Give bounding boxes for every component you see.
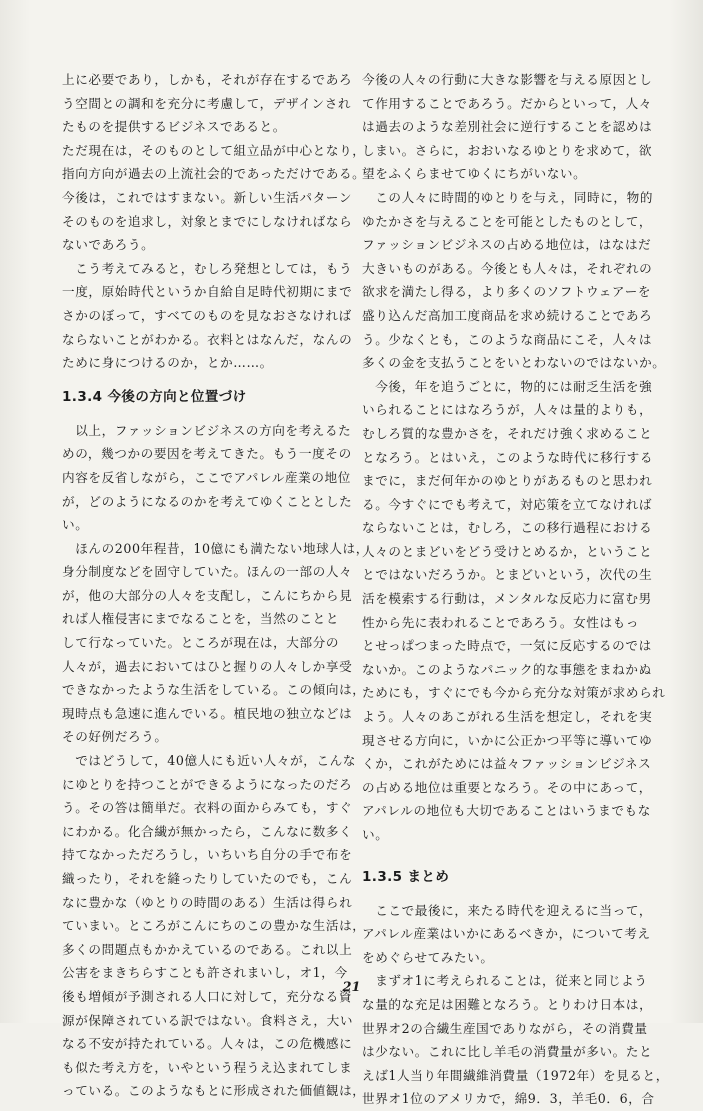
- text-line: 一度，原始時代というか自給自足時代初期にまで: [62, 284, 353, 300]
- text-line: アパレルの地位も大切であることはいうまでもな: [362, 803, 651, 819]
- text-line: 大きいものがある。今後とも人々は，それぞれの: [362, 260, 653, 276]
- text-line: ファッションビジネスの占める地位は，はなはだ: [362, 237, 652, 253]
- text-line: 上に必要であり，しかも，それが存在するであろ: [62, 72, 353, 87]
- text-line: 現させる方向に，いかに公正かつ平等に導いてゆ: [362, 732, 653, 748]
- text-line: むしろ質的な豊かさを，それだけ強く求めること: [362, 425, 653, 441]
- page-number: 21: [342, 980, 361, 995]
- right-text-column: [362, 68, 669, 1111]
- text-line: たものを提供するビジネスであると。: [62, 119, 286, 135]
- text-line: ゆたかさを与えることを可能としたものとして，: [362, 213, 653, 229]
- text-line: 内容を反省しながら，ここでアパレル産業の地位: [62, 469, 351, 485]
- text-line: 後も増傾が予測される人口に対して，充分なる資: [62, 988, 353, 1004]
- text-line: 現時点も急速に進んでいる。植民地の独立などは: [62, 705, 353, 721]
- text-line: その好例だろう。: [62, 729, 168, 745]
- text-line: くか，これがためには益々ファッションビジネス: [362, 756, 652, 772]
- text-line: ただ現在は，そのものとして組立品が中心となり，: [62, 142, 366, 158]
- text-line: して行なっていた。ところが現在は，大部分の: [62, 635, 340, 651]
- text-line: も似た考え方を，いやという程うえ込まれてしま: [62, 1059, 353, 1075]
- text-line: めの，幾つかの要因を考えてきた。もう一度その: [62, 446, 352, 462]
- section-heading: 1.3.4 今後の方向と位置づけ: [62, 388, 247, 405]
- text-line: が，どのようになるのかを考えてゆくこととした: [62, 493, 353, 509]
- text-line: にゆとりを持つことができるようになったのだろ: [62, 776, 353, 792]
- text-line: アパレル産業はいかにあるべきか，について考え: [362, 926, 651, 942]
- text-line: 人々のとまどいをどう受けとめるか，ということ: [362, 543, 653, 559]
- text-line: そのものを追求し，対象とまでにしなければなら: [62, 213, 353, 229]
- text-line: ないか。このようなパニック的な事態をまねかぬ: [362, 661, 652, 677]
- text-line: 多くの問題点もかかえているのである。これ以上: [62, 941, 353, 957]
- text-line: まずオ1に考えられることは，従来と同じよう: [362, 973, 648, 989]
- text-line: いられることにはなろうが，人々は量的よりも，: [362, 402, 653, 418]
- text-line: 性から先に表われることであろう。女性はもっ: [362, 614, 640, 630]
- text-line: 公害をまきちらすことも許されまいし，オ1，今: [62, 965, 348, 981]
- text-line: となろう。とはいえ，このような時代に移行する: [362, 449, 654, 465]
- text-line: までに，まだ何年かのゆとりがあるものと思われ: [362, 473, 653, 489]
- text-line: の占める地位は重要となろう。その中にあって，: [362, 779, 652, 795]
- text-line: 源が保障されている訳ではない。食料さえ，大い: [62, 1012, 354, 1028]
- text-line: う空間との調和を充分に考慮して，デザインされ: [62, 95, 352, 111]
- text-line: 世界オ1位のアメリカで，綿9．3，羊毛0．6，合: [362, 1091, 655, 1107]
- text-line: が，他の大部分の人々を支配し，こんにちから見: [62, 587, 353, 603]
- text-line: 身分制度などを固守していた。ほんの一部の人々: [62, 564, 353, 580]
- text-line: 欲求を満たし得る，より多くのソフトウェアーを: [362, 284, 652, 300]
- text-line: ならないことがわかる。衣料とはなんだ，なんの: [62, 331, 353, 347]
- text-line: とではないだろうか。とまどいという，次代の生: [362, 567, 653, 583]
- text-line: て作用することであろう。だからといって，人々: [362, 95, 653, 111]
- text-line: う。少なくとも，このような商品にこそ，人々は: [362, 331, 653, 347]
- text-line: 人々が，過去においてはひと握りの人々しか享受: [62, 658, 353, 674]
- text-line: できなかったような生活をしている。この傾向は，: [62, 682, 366, 698]
- text-line: なる不安が持たれている。人々は，この危機感に: [62, 1036, 353, 1052]
- text-line: ならないことは，むしろ，この移行過程における: [362, 520, 653, 536]
- text-line: 持てなかっただろうし，いちいち自分の手で布を: [62, 847, 353, 863]
- text-line: 指向方向が過去の上流社会的であっただけである。: [62, 166, 366, 182]
- text-line: 多くの金を支払うことをいとわないのではないか。: [362, 355, 666, 371]
- section-heading: 1.3.5 まとめ: [362, 868, 450, 885]
- text-line: ためにも，すぐにでも今から充分な対策が求められ: [362, 685, 666, 701]
- text-line: こう考えてみると，むしろ発想としては，もう: [62, 260, 353, 276]
- text-line: な量的な充足は困難となろう。とりわけ日本は，: [362, 996, 653, 1012]
- text-line: は少ない。これに比し羊毛の消費量が多い。たと: [362, 1044, 653, 1060]
- text-line: う。その答は簡単だ。衣料の面からみても，すぐ: [62, 800, 353, 816]
- text-line: れば人権侵害にまでなることを，当然のことと: [62, 611, 340, 627]
- text-line: 今後は，これではすまない。新しい生活パターン: [62, 189, 353, 205]
- text-line: とせっぱつまった時点で，一気に反応するのでは: [362, 638, 652, 654]
- text-line: にわかる。化合繊が無かったら，こんなに数多く: [62, 823, 353, 839]
- text-line: えば1人当り年間繊維消費量（1972年）を見ると，: [362, 1067, 669, 1083]
- text-line: 今後，年を追うごとに，物的には耐乏生活を強: [362, 378, 653, 394]
- text-line: ないであろう。: [62, 237, 155, 253]
- text-line: は過去のような差別社会に逆行することを認めは: [362, 119, 653, 135]
- text-line: 望をふくらませてゆくにちがいない。: [362, 166, 587, 182]
- text-line: ために身につけるのか，とか……。: [62, 355, 273, 371]
- spacer: [362, 847, 636, 855]
- text-line: しまい。さらに，おおいなるゆとりを求めて，欲: [362, 142, 653, 158]
- text-line: をめぐらせてみたい。: [362, 949, 494, 965]
- text-line: ほんの200年程昔，10億にも満たない地球人は，: [62, 540, 369, 556]
- text-line: 活を模索する行動は，メンタルな反応力に富む男: [362, 591, 652, 607]
- text-line: い。: [362, 827, 389, 842]
- text-line: さかのぼって，すべてのものを見なおさなければ: [62, 307, 352, 323]
- text-line: なに豊かな（ゆとりの時間のある）生活は得られ: [62, 894, 353, 910]
- text-line: 以上，ファッションビジネスの方向を考えるた: [62, 422, 352, 438]
- text-line: ていまい。ところがこんにちのこの豊かな生活は，: [62, 918, 366, 934]
- text-line: 世界オ2の合繊生産国でありながら，その消費量: [362, 1020, 648, 1036]
- text-line: る。今すぐにでも考えて，対応策を立てなければ: [362, 496, 653, 512]
- text-line: ここで最後に，来たる時代を迎えるに当って，: [362, 902, 653, 918]
- text-line: この人々に時間的ゆとりを与え，同時に，物的: [362, 189, 654, 205]
- text-line: ではどうして，40億人にも近い人々が，こんな: [62, 753, 357, 769]
- text-line: い。: [62, 517, 89, 533]
- text-line: 盛り込んだ高加工度商品を求め続けることであろ: [362, 307, 653, 323]
- text-line: っている。このようなもとに形成された価値観は，: [62, 1083, 366, 1099]
- text-line: 今後の人々の行動に大きな影響を与える原因とし: [362, 72, 653, 87]
- text-line: 織ったり，それを縫ったりしていたのでも，こん: [62, 871, 353, 886]
- text-line: よう。人々のあこがれる生活を想定し，それを実: [362, 709, 653, 725]
